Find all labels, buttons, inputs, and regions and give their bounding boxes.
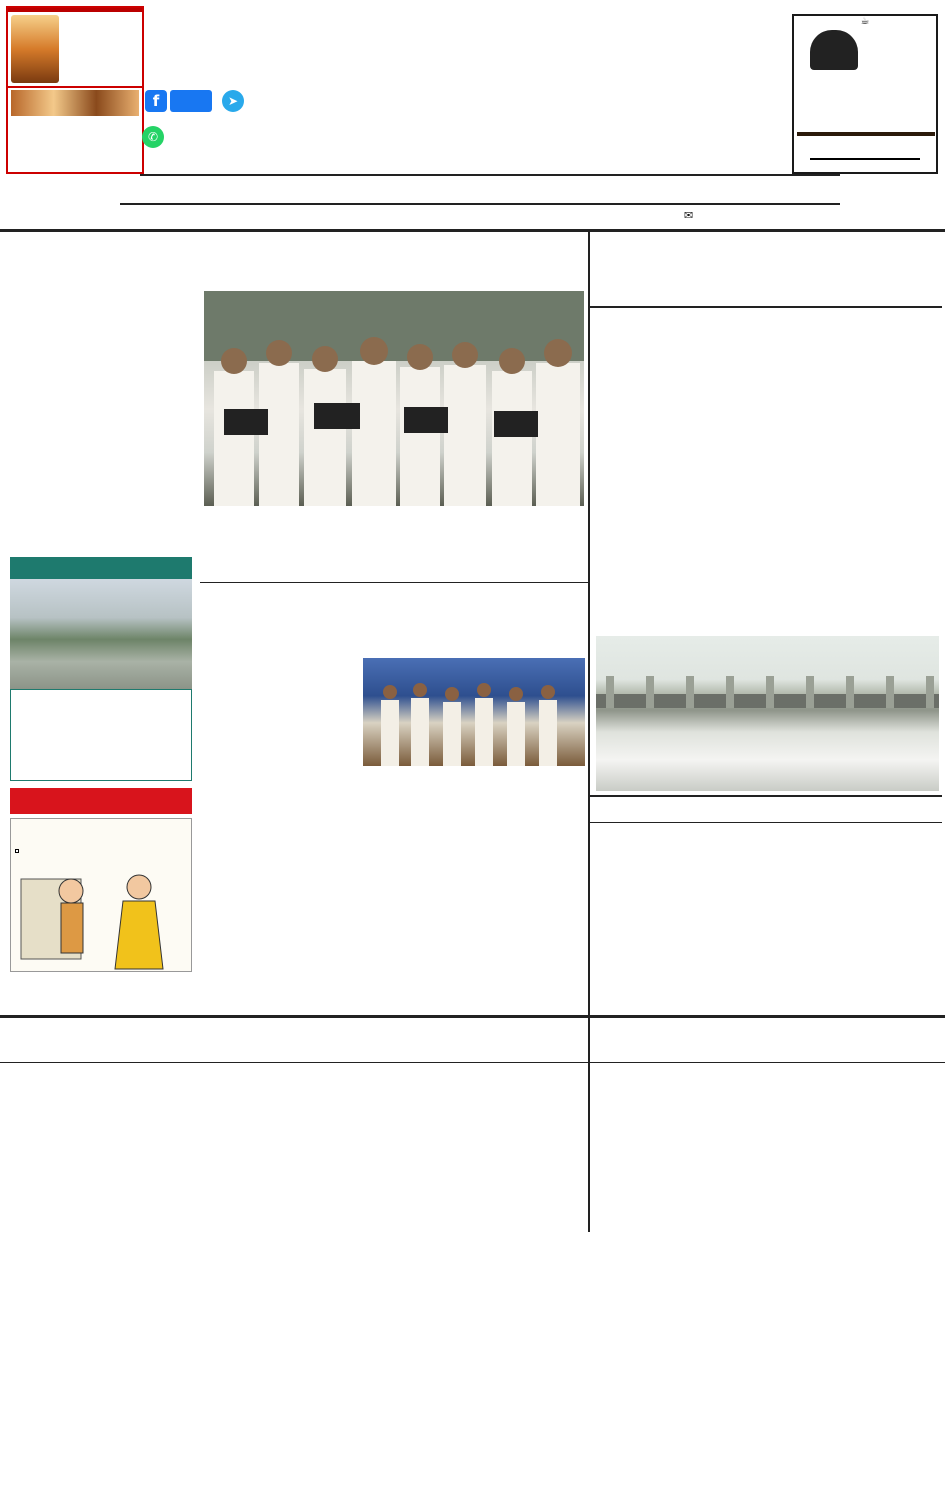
story3-body-right [363, 771, 585, 1220]
cake-image [11, 15, 59, 83]
tea-pack-image [810, 30, 858, 70]
facebook-icon[interactable]: f [145, 90, 167, 112]
cartoon-panel [10, 818, 192, 972]
mail-icon: ✉ [684, 209, 694, 222]
facebook-label[interactable] [170, 90, 212, 112]
cartoon-title [10, 788, 192, 814]
times-logo [425, 4, 790, 150]
protest-crowd-illustration [204, 291, 584, 506]
left-ad-phone [8, 86, 142, 88]
story2-body-right [770, 313, 940, 630]
dam-table [10, 689, 192, 781]
dam-photo [10, 579, 192, 689]
story1-body-3 [398, 511, 584, 549]
bakery-items-image [11, 90, 139, 116]
story2-body [596, 326, 766, 630]
story3-body [204, 672, 358, 1220]
right-ad [792, 14, 938, 174]
left-ad [6, 6, 144, 174]
event-photo [363, 658, 585, 766]
right-ad-shop [797, 132, 935, 136]
dam-box-title [10, 557, 192, 579]
story5-headline [4, 1020, 941, 1060]
right-ad-phone [810, 158, 920, 160]
cup-icon: ☕ [860, 16, 870, 27]
whatsapp-icon[interactable]: ✆ [142, 126, 164, 148]
dam-water-photo [596, 636, 939, 791]
story1-body-2 [204, 511, 390, 549]
kannada-title [152, 4, 418, 54]
telegram-icon[interactable]: ➤ [222, 90, 244, 112]
cartoon-drawing [11, 819, 192, 972]
dam-gates-illustration [596, 636, 939, 791]
story1-body [10, 296, 198, 549]
protest-photo [204, 291, 584, 506]
event-stage-illustration [363, 658, 585, 766]
